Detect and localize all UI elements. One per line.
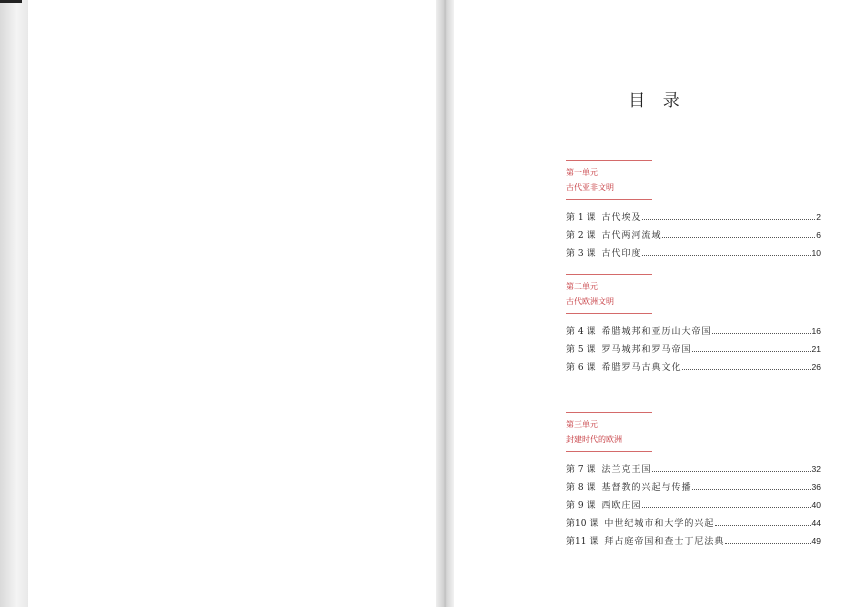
unit-divider: [566, 313, 652, 314]
lesson-title: 中世纪城市和大学的兴起: [604, 519, 715, 529]
page-number: 16: [811, 326, 821, 336]
lesson-number: 第10 课: [566, 519, 599, 529]
page-number: 40: [811, 500, 821, 510]
unit-number: 第三单元: [566, 420, 598, 429]
lesson-title: 拜占庭帝国和查士丁尼法典: [604, 537, 725, 547]
lesson-list: [566, 460, 821, 550]
unit-number: 第二单元: [566, 282, 598, 291]
lesson-number: 第 1 课: [566, 213, 596, 223]
page-number: 44: [811, 518, 821, 528]
lesson-number: 第 3 课: [566, 249, 596, 259]
dot-leader: [712, 332, 810, 334]
lesson-list: [566, 208, 821, 262]
lesson-number: 第 6 课: [566, 363, 596, 373]
unit-1: [566, 160, 821, 262]
lesson-title: 法兰克王国: [601, 465, 652, 475]
page-number: 26: [811, 362, 821, 372]
lesson-title: 古代印度: [601, 249, 642, 259]
scan-mark: [0, 0, 22, 3]
unit-divider: [566, 412, 652, 413]
unit-2: [566, 274, 821, 376]
page-number: 32: [811, 464, 821, 474]
page-number: 36: [811, 482, 821, 492]
dot-leader: [642, 506, 810, 508]
lesson-number: 第 4 课: [566, 327, 596, 337]
toc-title: 目 录: [628, 91, 686, 111]
lesson-title: 希腊罗马古典文化: [601, 363, 682, 373]
unit-3: [566, 412, 821, 550]
unit-divider: [566, 160, 652, 161]
lesson-number: 第 2 课: [566, 231, 596, 241]
right-page: [454, 0, 860, 607]
lesson-title: 古代两河流域: [601, 231, 662, 241]
dot-leader: [652, 470, 810, 472]
lesson-title: 西欧庄园: [601, 501, 642, 511]
toc-entry[interactable]: [566, 478, 821, 496]
dot-leader: [662, 236, 815, 238]
lesson-title: 基督教的兴起与传播: [601, 483, 692, 493]
dot-leader: [725, 542, 810, 544]
toc-entry[interactable]: [566, 496, 821, 514]
book-gutter: [436, 0, 454, 607]
lesson-number: 第 9 课: [566, 501, 596, 511]
page-number: 2: [816, 212, 821, 222]
page-number: 21: [811, 344, 821, 354]
lesson-title: 古代埃及: [601, 213, 642, 223]
lesson-number: 第11 课: [566, 537, 599, 547]
page-number: 49: [811, 536, 821, 546]
unit-divider: [566, 199, 652, 200]
unit-name: 古代亚非文明: [566, 183, 614, 192]
unit-name: 古代欧洲文明: [566, 297, 614, 306]
table-of-contents: [566, 160, 821, 550]
lesson-number: 第 8 课: [566, 483, 596, 493]
toc-entry[interactable]: [566, 244, 821, 262]
lesson-list: [566, 322, 821, 376]
unit-divider: [566, 451, 652, 452]
lesson-number: 第 5 课: [566, 345, 596, 355]
unit-number: 第一单元: [566, 168, 598, 177]
lesson-title: 希腊城邦和亚历山大帝国: [601, 327, 712, 337]
dot-leader: [642, 254, 810, 256]
left-page: [28, 0, 436, 607]
dot-leader: [642, 218, 815, 220]
lesson-number: 第 7 课: [566, 465, 596, 475]
lesson-title: 罗马城邦和罗马帝国: [601, 345, 692, 355]
toc-entry[interactable]: [566, 340, 821, 358]
page-number: 6: [816, 230, 821, 240]
unit-name: 封建时代的欧洲: [566, 435, 622, 444]
unit-divider: [566, 274, 652, 275]
toc-entry[interactable]: [566, 358, 821, 376]
toc-entry[interactable]: [566, 514, 821, 532]
dot-leader: [692, 488, 810, 490]
dot-leader: [692, 350, 810, 352]
page-number: 10: [811, 248, 821, 258]
toc-entry[interactable]: [566, 226, 821, 244]
page-edge: [0, 0, 28, 607]
toc-entry[interactable]: [566, 322, 821, 340]
toc-entry[interactable]: [566, 208, 821, 226]
dot-leader: [682, 368, 810, 370]
toc-entry[interactable]: [566, 460, 821, 478]
toc-entry[interactable]: [566, 532, 821, 550]
dot-leader: [715, 524, 810, 526]
